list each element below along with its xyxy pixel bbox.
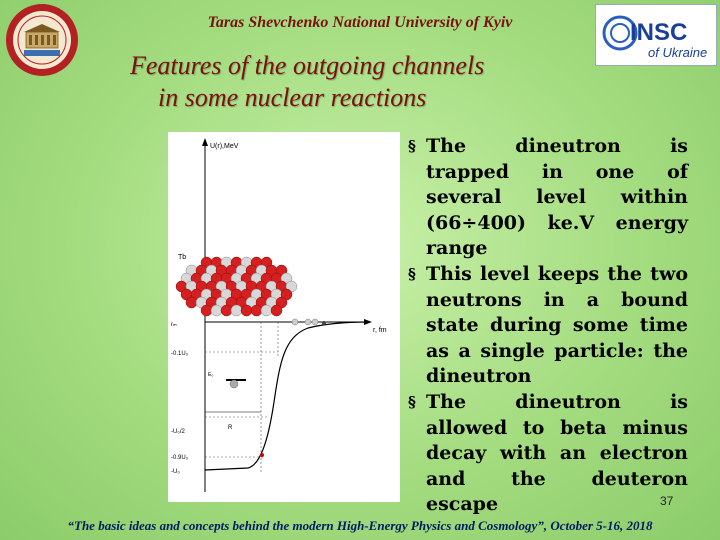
page-number: 37 <box>660 494 674 508</box>
label-u09: -0.9U₀ <box>171 455 189 461</box>
potential-diagram-svg <box>168 132 400 502</box>
bullet-item: § The dineutron is trapped in one of several level within (66÷400) ke.V energy range <box>408 135 688 260</box>
label-eb: E₀ <box>208 372 214 378</box>
slide-title <box>130 50 484 114</box>
title-line-2: in some nuclear reactions <box>158 83 427 112</box>
bullet-marker-icon: § <box>408 137 416 155</box>
x-axis-label: r, fm <box>373 327 387 334</box>
y-axis-arrow <box>202 138 208 146</box>
bullet-item: § The dineutron is allowed to beta minus decay with an electron and the deuteron escape <box>408 390 688 516</box>
neutron-sphere <box>211 305 222 316</box>
proton-sphere <box>271 305 282 316</box>
bullet-marker-icon: § <box>408 392 416 411</box>
potential-curve <box>205 322 368 470</box>
proton-sphere <box>186 297 197 308</box>
proton-sphere <box>241 305 252 316</box>
label-u0: -U₀ <box>171 469 180 475</box>
university-name: Taras Shevchenko National University of Kyiv <box>207 14 513 31</box>
dineutron-marker <box>230 380 238 388</box>
nucleus-spheres <box>176 257 297 316</box>
bullet-list <box>408 134 688 518</box>
label-rm: rₘ <box>171 322 177 328</box>
label-u01: -0.1U₀ <box>171 351 189 357</box>
insc-brand: INSC <box>630 19 688 46</box>
label-r: R <box>228 425 233 431</box>
bullet-item: § This level keeps the two neutrons in a bound state during some time as a single particle: the dineutron <box>408 262 688 388</box>
bullet-marker-icon: § <box>408 264 416 283</box>
y-axis-label: U(r),MeV <box>210 143 239 150</box>
curve-marker <box>260 453 264 457</box>
footer-text: “The basic ideas and concepts behind the modern High-Energy Physics and Cosmology”, October 5-16, 2018 <box>67 518 653 533</box>
neutron-sphere <box>231 305 242 316</box>
nucleus-label: Tb <box>178 254 187 261</box>
potential-diagram <box>168 132 400 502</box>
neutron-sphere <box>261 305 272 316</box>
insc-logo <box>595 4 717 66</box>
title-line-1: Features of the outgoing channels <box>130 51 485 80</box>
proton-sphere <box>221 305 232 316</box>
guide-lines <box>205 322 278 472</box>
proton-sphere <box>201 305 212 316</box>
proton-sphere <box>251 305 262 316</box>
label-u02: -U₀/2 <box>171 429 185 435</box>
insc-subtitle: of Ukraine <box>648 45 708 60</box>
